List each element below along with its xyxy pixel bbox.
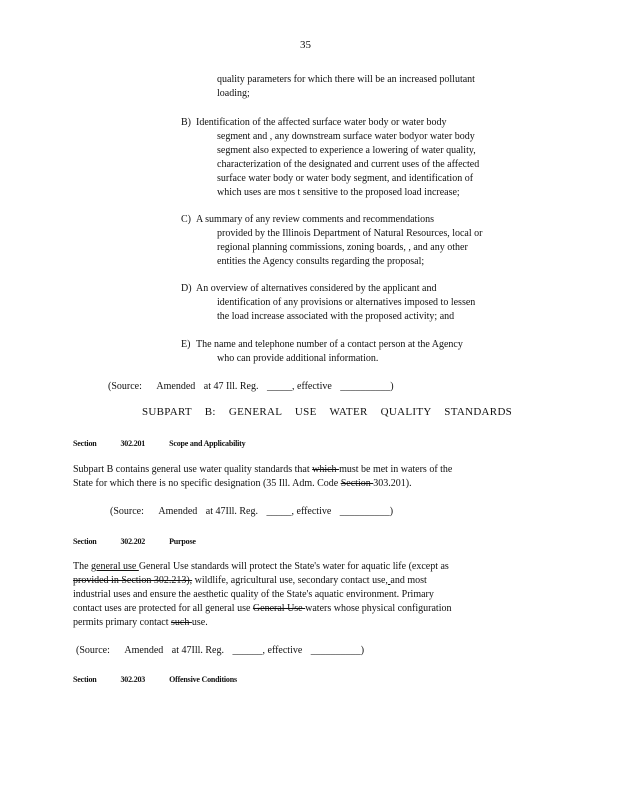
- paragraph: [73, 463, 452, 491]
- source-blank: __________): [340, 381, 394, 392]
- list-item-continuation: [217, 73, 475, 101]
- section-label: Section: [73, 439, 97, 448]
- source-label: (Source:: [76, 645, 110, 656]
- list-item-line: Identification of the affected surface water body or water body: [196, 117, 447, 128]
- section-heading: [73, 437, 245, 451]
- source-note: [108, 380, 394, 394]
- list-item-line: A summary of any review comments and recommendations: [196, 214, 434, 225]
- list-item-line: identification of any provisions or alternatives imposed to lessen: [217, 297, 476, 308]
- list-item-c: [181, 213, 191, 227]
- text-run: Subpart B contains general use water quality standards that: [73, 464, 313, 475]
- deleted-text: which: [312, 464, 340, 475]
- list-item-label: D): [181, 283, 192, 294]
- deleted-text: provided in Section 302.213),: [73, 575, 193, 586]
- list-item-line: loading;: [217, 88, 250, 99]
- source-reg: at 47 Ill. Reg.: [203, 381, 259, 392]
- list-item-line: provided by the Illinois Department of Natural Resources, local or: [217, 228, 483, 239]
- paragraph-line: [73, 616, 451, 630]
- source-blank: _____: [267, 381, 292, 392]
- list-item-d-text: [196, 282, 436, 296]
- list-item-b-text: [196, 116, 447, 130]
- text-run: permits primary contact: [73, 617, 172, 628]
- source-reg: at 47Ill. Reg.: [171, 645, 224, 656]
- text-run: wildlife, agricultural use, secondary contact use,: [192, 575, 388, 586]
- list-item-line: segment also expected to experience a lowering of water quality,: [217, 145, 476, 156]
- list-item-line: The name and telephone number of a contact person at the Agency: [196, 339, 463, 350]
- paragraph-line: [73, 463, 452, 477]
- source-amended: Amended: [158, 506, 198, 517]
- paragraph-line: [73, 574, 451, 588]
- list-item-label: E): [181, 339, 191, 350]
- section-number: 302.202: [120, 537, 146, 546]
- paragraph-line: [73, 560, 451, 574]
- section-title: Scope and Applicability: [169, 439, 246, 448]
- text-run: The: [73, 561, 92, 572]
- list-item-d-cont: [217, 296, 475, 324]
- section-title: Offensive Conditions: [169, 675, 237, 684]
- source-blank: _____: [266, 506, 292, 517]
- source-blank: __________): [339, 506, 394, 517]
- list-item-line: characterization of the designated and current uses of the affected: [217, 159, 480, 170]
- source-amended: Amended: [124, 645, 164, 656]
- source-blank: ______: [232, 645, 263, 656]
- source-note: [76, 644, 364, 658]
- section-label: Section: [73, 537, 97, 546]
- list-item-line: regional planning commissions, zoning boards, , and any other: [217, 242, 468, 253]
- list-item-c-text: [196, 213, 434, 227]
- section-number: 302.203: [120, 675, 146, 684]
- page-number: 35: [300, 39, 311, 51]
- paragraph-line: [73, 602, 451, 616]
- list-item-line: which uses are mos t sensitive to the proposed load increase;: [217, 187, 460, 198]
- list-item-b: [181, 116, 191, 130]
- list-item-line: surface water body or water body segment, and identification of: [217, 173, 474, 184]
- text-run: use.: [191, 617, 208, 628]
- list-item-c-cont: [217, 227, 482, 269]
- source-reg: at 47Ill. Reg.: [205, 506, 258, 517]
- list-item-line: who can provide additional information.: [217, 353, 379, 364]
- source-effective: , effective: [291, 506, 332, 517]
- text-run: and most: [390, 575, 427, 586]
- text-run: General Use standards will protect the State's water for aquatic life (except as: [138, 561, 449, 572]
- list-item-e-text: [196, 338, 463, 352]
- paragraph-line: [73, 477, 452, 491]
- text-run: 303.201).: [373, 478, 412, 489]
- list-item-d: [181, 282, 192, 296]
- list-item-line: segment and , any downstream surface water bodyor water body: [217, 131, 475, 142]
- source-amended: Amended: [156, 381, 196, 392]
- text-run: waters whose physical configuration: [305, 603, 452, 614]
- deleted-text: Section: [340, 478, 374, 489]
- source-effective: , effective: [262, 645, 303, 656]
- deleted-text: General Use: [252, 603, 306, 614]
- list-item-line: quality parameters for which there will be an increased pollutant: [217, 74, 475, 85]
- inserted-text: general use: [91, 561, 139, 572]
- source-note: [110, 505, 393, 519]
- section-number: 302.201: [120, 439, 146, 448]
- source-effective: , effective: [292, 381, 332, 392]
- list-item-label: C): [181, 214, 191, 225]
- text-run: contact uses are protected for all general use: [73, 603, 253, 614]
- section-heading: [73, 535, 196, 549]
- section-heading: [73, 673, 237, 687]
- subpart-title: SUBPART B: GENERAL USE WATER QUALITY STANDARDS: [142, 406, 513, 418]
- paragraph-line: industrial uses and ensure the aesthetic quality of the State's aquatic environment. Primary: [73, 589, 434, 600]
- source-label: (Source:: [110, 506, 144, 517]
- list-item-b-cont: [217, 130, 479, 200]
- section-title: Purpose: [169, 537, 196, 546]
- section-label: Section: [73, 675, 97, 684]
- paragraph: [73, 560, 451, 630]
- list-item-line: the load increase associated with the proposed activity; and: [217, 311, 455, 322]
- deleted-text: such: [171, 617, 192, 628]
- source-label: (Source:: [108, 381, 142, 392]
- list-item-line: An overview of alternatives considered by the applicant and: [196, 283, 437, 294]
- text-run: State for which there is no specific designation (35 Ill. Adm. Code: [73, 478, 341, 489]
- text-run: must be met in waters of the: [339, 464, 453, 475]
- list-item-label: B): [181, 117, 191, 128]
- list-item-e-cont: [217, 352, 378, 366]
- source-blank: __________): [310, 645, 365, 656]
- list-item-line: entities the Agency consults regarding the proposal;: [217, 256, 425, 267]
- list-item-e: [181, 338, 190, 352]
